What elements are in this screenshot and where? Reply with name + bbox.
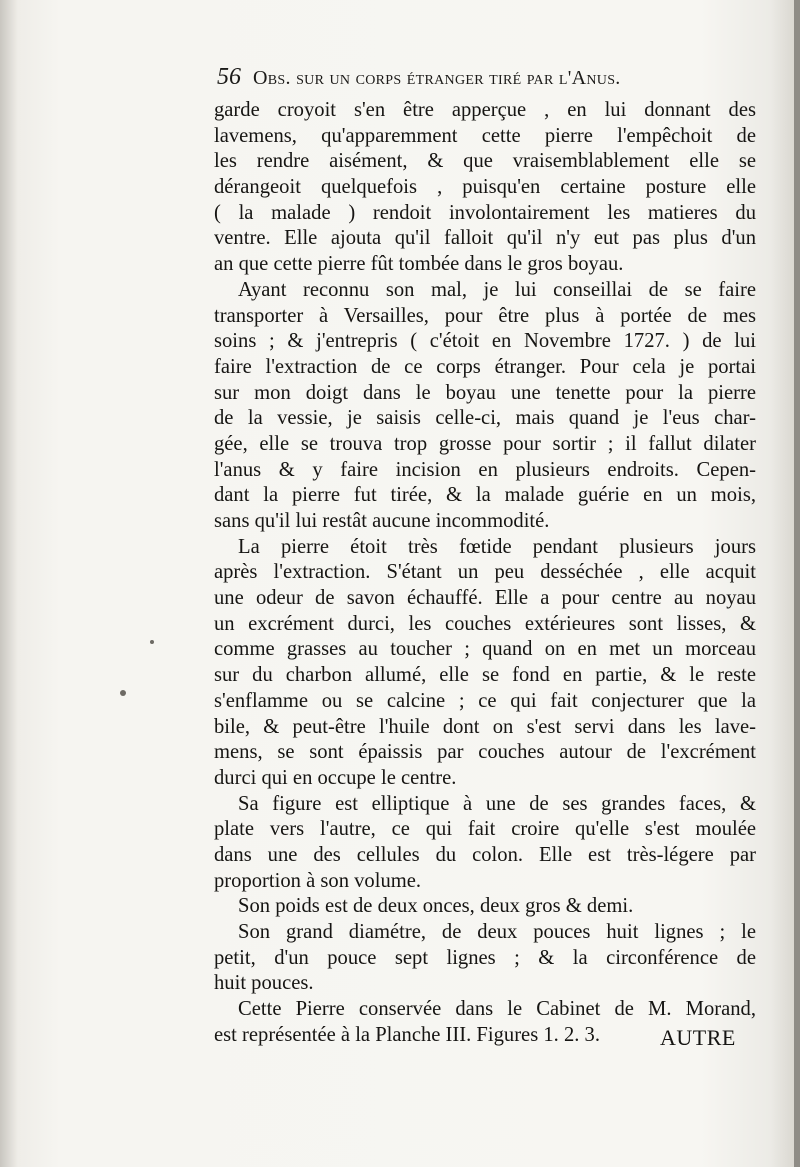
page-header: [217, 64, 747, 94]
text-line: après l'extraction. S'étant un peu desséchée , elle acquit: [214, 561, 756, 584]
text-line: comme grasses au toucher ; quand on en met un morceau: [214, 638, 756, 661]
ink-spot: [120, 690, 126, 696]
text-line: dant la pierre fut tirée, & la malade guérie en un mois,: [214, 484, 756, 507]
text-line: durci qui en occupe le centre.: [214, 766, 457, 789]
text-line: un excrément durci, les couches extérieures sont lisses, &: [214, 612, 756, 635]
text-line: petit, d'un pouce sept lignes ; & la circonférence de: [214, 946, 756, 969]
text-line: bile, & peut-être l'huile dont on s'est servi dans les lave-: [214, 715, 756, 738]
ink-spot: [150, 640, 154, 644]
text-line: sur du charbon allumé, elle se fond en partie, & le reste: [214, 664, 756, 687]
body-text: [214, 98, 756, 1048]
text-line: est représentée à la Planche III. Figures 1. 2. 3.: [214, 1023, 600, 1046]
text-line: an que cette pierre fût tombée dans le gros boyau.: [214, 253, 624, 276]
text-line: dans une des cellules du colon. Elle est très-légere par: [214, 843, 756, 866]
running-head: Obs. sur un corps étranger tiré par l'Anus.: [253, 67, 621, 89]
text-line: gée, elle se trouva trop grosse pour sortir ; il fallut dilater: [214, 432, 756, 455]
text-line: mens, se sont épaissis par couches autour de l'excrément: [214, 741, 756, 764]
catchword: AUTRE: [660, 1025, 736, 1050]
text-line: Son grand diamétre, de deux pouces huit lignes ; le: [238, 921, 756, 943]
text-line: La pierre étoit très fœtide pendant plusieurs jours: [238, 535, 756, 558]
text-line: ventre. Elle ajouta qu'il falloit qu'il n'y eut pas plus d'un: [214, 227, 756, 250]
text-line: ( la malade ) rendoit involontairement les matieres du: [214, 201, 756, 224]
text-line: proportion à son volume.: [214, 869, 422, 892]
text-line: les rendre aisément, & que vraisemblablement elle se: [214, 150, 756, 173]
page-number: 56: [217, 64, 241, 90]
text-line: s'enflamme ou se calcine ; ce qui fait conjecturer que la: [214, 689, 756, 712]
text-line: garde croyoit s'en être apperçue , en lui donnant des: [214, 99, 756, 121]
text-line: Sa figure est elliptique à une de ses grandes faces, &: [238, 792, 756, 815]
text-line: dérangeoit quelquefois , puisqu'en certaine posture elle: [214, 176, 756, 199]
text-line: l'anus & y faire incision en plusieurs endroits. Cepen-: [214, 458, 756, 481]
text-line: sans qu'il lui restât aucune incommodité.: [214, 510, 550, 532]
text-line: huit pouces.: [214, 972, 314, 995]
text-line: faire l'extraction de ce corps étranger. Pour cela je portai: [214, 355, 756, 378]
text-line: lavemens, qu'apparemment cette pierre l'empêchoit de: [214, 124, 756, 147]
text-line: sur mon doigt dans le boyau une tenette pour la pierre: [214, 381, 756, 404]
text-line: une odeur de savon échauffé. Elle a pour centre au noyau: [214, 587, 756, 610]
text-line: de la vessie, je saisis celle-ci, mais quand je l'eus char-: [214, 407, 756, 430]
text-line: soins ; & j'entrepris ( c'étoit en Novembre 1727. ) de lui: [214, 330, 756, 353]
text-line: Ayant reconnu son mal, je lui conseillai de se faire: [238, 278, 756, 301]
text-line: plate vers l'autre, ce qui fait croire qu'elle s'est moulée: [214, 818, 756, 841]
text-line: Son poids est de deux onces, deux gros & demi.: [238, 895, 634, 918]
text-line: Cette Pierre conservée dans le Cabinet de M. Morand,: [238, 998, 756, 1021]
text-line: transporter à Versailles, pour être plus à portée de mes: [214, 304, 756, 327]
